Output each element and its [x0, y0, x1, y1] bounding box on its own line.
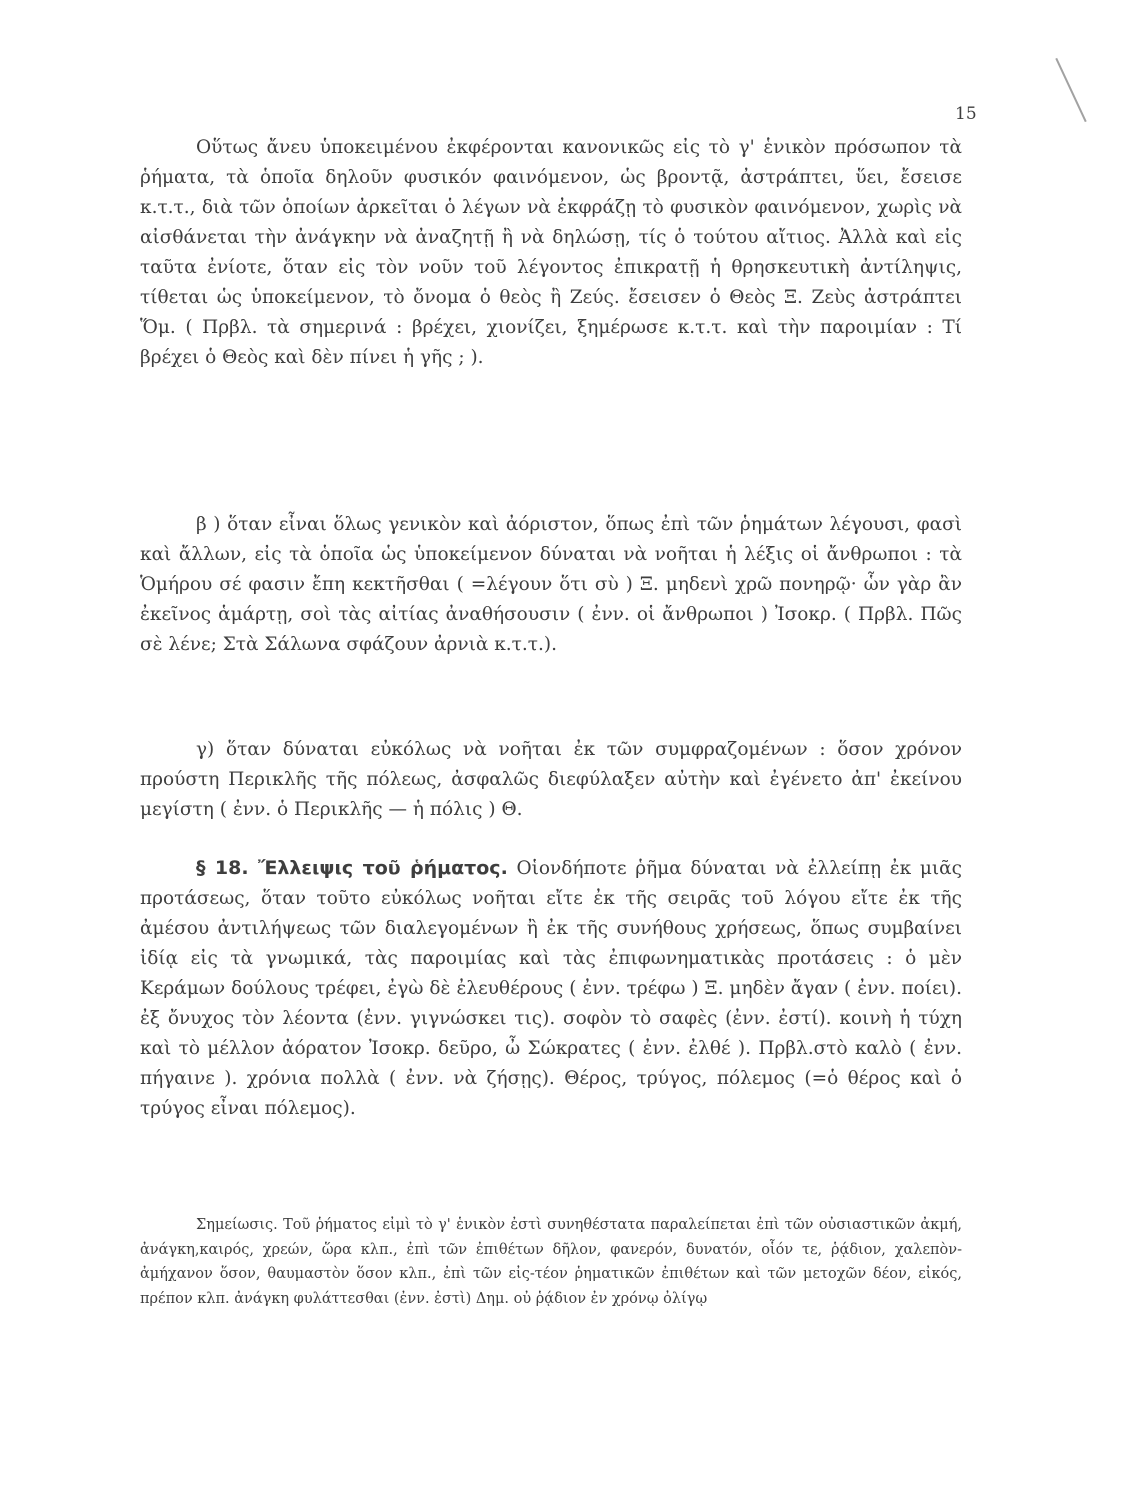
paragraph-1: Οὕτως ἄνευ ὑποκειμένου ἐκφέρονται κανονικῶς εἰς τὸ γ' ἑνικὸν πρόσωπον τὰ ῥήματα, τὰ ὁποῖα δηλοῦν φυσικόν φαινόμενον, ὡς βροντᾷ, ἀστράπτει, ὕει, ἔσεισε κ.τ.τ., διὰ τῶν ὁποίων ἀρκεῖται ὁ λέγων νὰ ἐκφράζῃ τὸ φυσικὸν φαινόμενον, χωρὶς νὰ αἰσθάνεται τὴν ἀνάγκην νὰ ἀναζητῇ ἢ νὰ δηλώσῃ, τίς ὁ τούτου αἴτιος. Ἀλλὰ καὶ εἰς ταῦτα ἐνίοτε, ὅταν εἰς τὸν νοῦν τοῦ λέγοντος ἐπικρατῇ ἡ θρησκευτικὴ ἀντίληψις, τίθεται ὡς ὑποκείμενον, τὸ ὄνομα ὁ θεὸς ἢ Ζεύς. ἔσεισεν ὁ Θεὸς Ξ. Ζεὺς ἀστράπτει Ὅμ. ( Πρβλ. τὰ σημερινά : βρέχει, χιονίζει, ξημέρωσε κ.τ.τ. καὶ τὴν παροιμίαν : Τί βρέχει ὁ Θεὸς καὶ δὲν πίνει ἡ γῆς ; ).	[140, 137, 962, 368]
section-18	[140, 853, 962, 1124]
paragraph-2: β ) ὅταν εἶναι ὅλως γενικὸν καὶ ἀόριστον, ὅπως ἐπὶ τῶν ῥημάτων λέγουσι, φασὶ καὶ ἄλλων, εἰς τὰ ὁποῖα ὡς ὑποκείμενον δύναται νὰ νοῆται ἡ λέξις οἱ ἄνθρωποι : τὰ Ὁμήρου σέ φασιν ἔπη κεκτῆσθαι ( =λέγουν ὅτι σὺ ) Ξ. μηδενὶ χρῶ πονηρῷ· ὧν γὰρ ἂν ἐκεῖνος ἁμάρτῃ, σοὶ τὰς αἰτίας ἀναθήσουσιν ( ἐνν. οἱ ἄνθρωποι ) Ἰσοκρ. ( Πρβλ. Πῶς σὲ λένε; Στὰ Σάλωνα σφάζουν ἀρνιὰ κ.τ.τ.).	[140, 514, 962, 655]
section-body: Οἱονδήποτε ῥῆμα δύναται νὰ ἐλλείπῃ ἐκ μιᾶς προτάσεως, ὅταν τοῦτο εὐκόλως νοῆται εἴτε ἐκ τῆς σειρᾶς τοῦ λόγου εἴτε ἐκ τῆς ἀμέσου ἀντιλήψεως τῶν διαλεγομένων ἢ ἐκ τῆς συνήθους χρήσεως, ὅπως συμβαίνει ἰδίᾳ εἰς τὰ γνωμικά, τὰς παροιμίας καὶ τὰς ἐπιφωνηματικὰς προτάσεις : ὁ μὲν Κεράμων δούλους τρέφει, ἐγὼ δὲ ἐλευθέρους ( ἐνν. τρέφω ) Ξ. μηδὲν ἄγαν ( ἐνν. ποίει). ἐξ ὄνυχος τὸν λέοντα (ἐνν. γιγνώσκει τις). σοφὸν τὸ σαφὲς (ἐνν. ἐστί). κοινὴ ἡ τύχη καὶ τὸ μέλλον ἀόρατον Ἰσοκρ. δεῦρο, ὦ Σώκρατες ( ἐνν. ἐλθέ ). Πρβλ.στὸ καλὸ ( ἐνν. πήγαινε ). χρόνια πολλὰ ( ἐνν. νὰ ζήσῃς). Θέρος, τρύγος, πόλεμος (=ὁ θέρος καὶ ὁ τρύγος εἶναι πόλεμος).	[140, 858, 962, 1119]
note: Σημείωσις. Τοῦ ῥήματος εἰμὶ τὸ γ' ἑνικὸν ἐστὶ συνηθέστατα παραλείπεται ἐπὶ τῶν οὐσιαστικῶν ἀκμή, ἀνάγκη,καιρός, χρεών, ὥρα κλπ., ἐπὶ τῶν ἐπιθέτων δῆλον, φανερόν, δυνατόν, οἷόν τε, ῥᾴδιον, χαλεπὸν-ἀμήχανον ὅσον, θαυμαστὸν ὅσον κλπ., ἐπὶ τῶν εἰς-τέον ῥηματικῶν ἐπιθέτων καὶ τῶν μετοχῶν δέον, εἰκός, πρέπον κλπ. ἀνάγκη φυλάττεσθαι (ἐνν. ἐστὶ) Δημ. οὐ ῥᾴδιον ἐν χρόνῳ ὀλίγῳ	[140, 1217, 962, 1307]
section-title: § 18. Ἔλλειψις τοῦ ῥήματος.	[196, 857, 508, 879]
page-number: 15	[955, 104, 977, 124]
page-margin-mark	[1055, 58, 1086, 122]
paragraph-3: γ) ὅταν δύναται εὐκόλως νὰ νοῆται ἐκ τῶν συμφραζομένων : ὅσον χρόνον προύστη Περικλῆς τῆς πόλεως, ἀσφαλῶς διεφύλαξεν αὐτὴν καὶ ἐγένετο ἀπ' ἐκείνου μεγίστη ( ἐνν. ὁ Περικλῆς — ἡ πόλις ) Θ.	[140, 739, 962, 820]
